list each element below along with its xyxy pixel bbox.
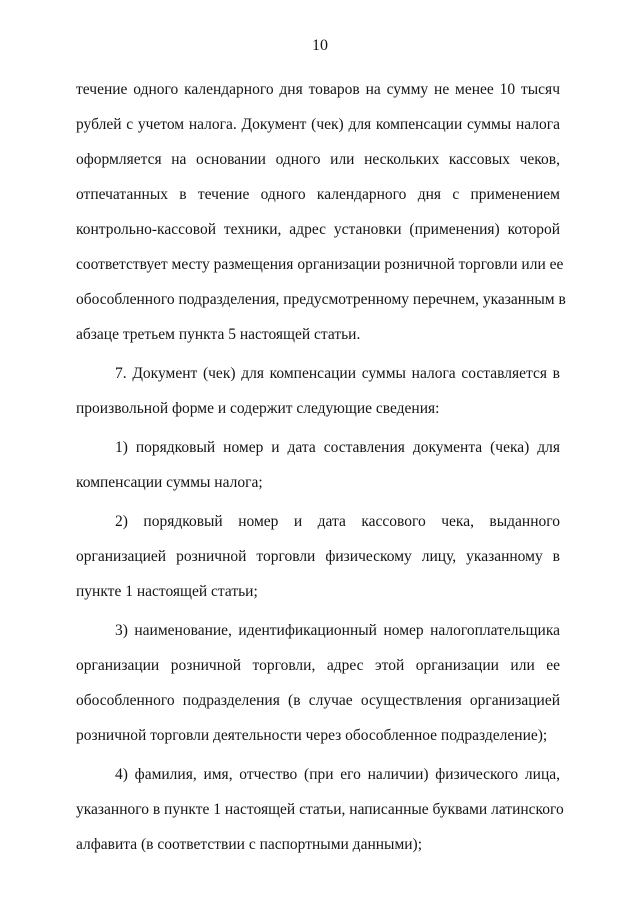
text-line: 1) порядковый номер и дата составления документа (чека) для bbox=[115, 439, 560, 456]
list-item-4 bbox=[76, 757, 564, 862]
text-line: компенсации суммы налога; bbox=[76, 474, 263, 491]
list-item-3 bbox=[76, 613, 560, 753]
text-line: контрольно-кассовой техники, адрес установки (применения) которой bbox=[76, 221, 560, 238]
page-number: 10 bbox=[312, 37, 328, 54]
text-line: организацией розничной торговли физическому лицу, указанному в bbox=[76, 548, 560, 565]
text-line: рублей с учетом налога. Документ (чек) для компенсации суммы налога bbox=[76, 116, 560, 133]
document-body bbox=[76, 72, 566, 862]
text-line: соответствует месту размещения организации розничной торговли или ее bbox=[76, 256, 564, 273]
text-line: произвольной форме и содержит следующие сведения: bbox=[76, 400, 440, 417]
text-line: 7. Документ (чек) для компенсации суммы налога составляется в bbox=[115, 365, 560, 382]
list-item-2 bbox=[76, 504, 560, 609]
text-line: 4) фамилия, имя, отчество (при его наличии) физического лица, bbox=[115, 766, 560, 783]
text-line: 2) порядковый номер и дата кассового чека, выданного bbox=[115, 513, 560, 530]
text-line: оформляется на основании одного или нескольких кассовых чеков, bbox=[76, 151, 560, 168]
text-line: обособленного подразделения (в случае осуществления организацией bbox=[76, 692, 560, 709]
text-line: 3) наименование, идентификационный номер налогоплательщика bbox=[115, 622, 560, 639]
paragraph-continuation bbox=[76, 72, 566, 352]
paragraph-item-7 bbox=[76, 356, 560, 426]
text-line: алфавита (в соответствии с паспортными данными); bbox=[76, 836, 423, 853]
text-line: течение одного календарного дня товаров на сумму не менее 10 тысяч bbox=[76, 81, 560, 98]
list-item-1 bbox=[76, 430, 560, 500]
text-line: пункте 1 настоящей статьи; bbox=[76, 583, 258, 600]
text-line: организации розничной торговли, адрес этой организации или ее bbox=[76, 657, 560, 674]
text-line: обособленного подразделения, предусмотренному перечнем, указанным в bbox=[76, 291, 566, 308]
text-line: абзаце третьем пункта 5 настоящей статьи. bbox=[76, 326, 361, 343]
text-line: указанного в пункте 1 настоящей статьи, написанные буквами латинского bbox=[76, 801, 564, 818]
text-line: розничной торговли деятельности через обособленное подразделение); bbox=[76, 727, 548, 744]
text-line: отпечатанных в течение одного календарного дня с применением bbox=[76, 186, 560, 203]
